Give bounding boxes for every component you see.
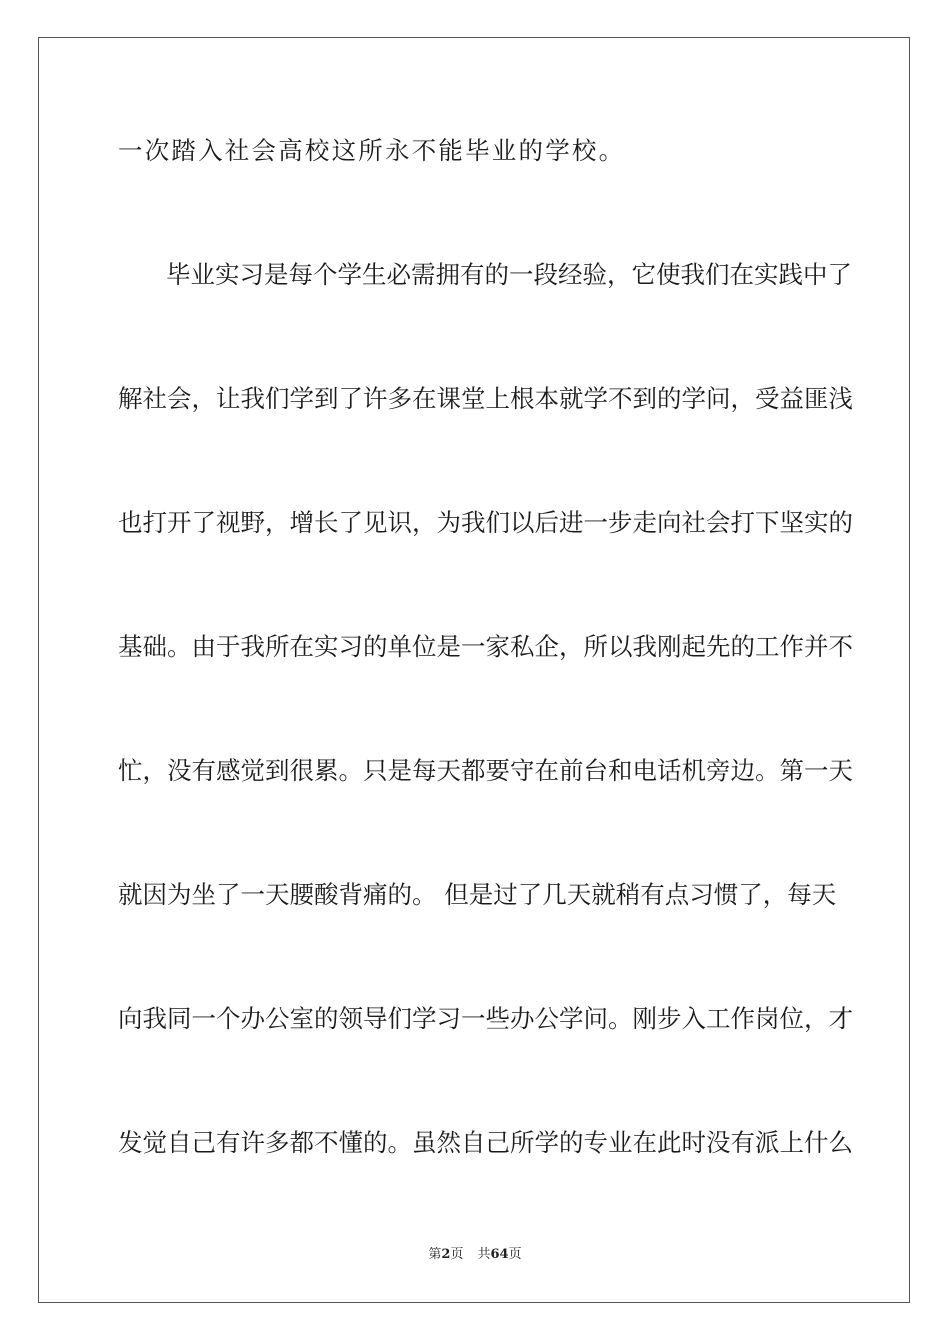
page-prefix: 第 bbox=[428, 1247, 442, 1262]
page-suffix: 页 bbox=[450, 1247, 464, 1262]
body-line-4: 也打开了视野，增长了见识，为我们以后进一步走向社会打下坚实的 bbox=[118, 508, 853, 537]
body-line-6: 忙，没有感觉到很累。只是每天都要守在前台和电话机旁边。第一天 bbox=[118, 756, 853, 785]
total-prefix: 共 bbox=[477, 1247, 491, 1262]
body-line-9: 发觉自己有许多都不懂的。虽然自己所学的专业在此时没有派上什么 bbox=[118, 1128, 853, 1157]
total-suffix: 页 bbox=[508, 1247, 522, 1262]
body-line-1: 一次踏入社会高校这所永不能毕业的学校。 bbox=[118, 136, 626, 165]
body-line-2: 毕业实习是每个学生必需拥有的一段经验，它使我们在实践中了 bbox=[166, 260, 852, 289]
body-line-5: 基础。由于我所在实习的单位是一家私企，所以我刚起先的工作并不 bbox=[118, 632, 853, 661]
body-line-3: 解社会，让我们学到了许多在课堂上根本就学不到的学问，受益匪浅 bbox=[118, 384, 853, 413]
total-pages: 64 bbox=[490, 1247, 509, 1262]
page-border bbox=[38, 37, 910, 1303]
body-line-8: 向我同一个办公室的领导们学习一些办公学问。刚步入工作岗位，才 bbox=[118, 1004, 853, 1033]
body-line-7: 就因为坐了一天腰酸背痛的。 但是过了几天就稍有点习惯了，每天 bbox=[118, 880, 837, 909]
page-footer bbox=[0, 1246, 950, 1264]
page-number: 2 bbox=[441, 1247, 451, 1262]
